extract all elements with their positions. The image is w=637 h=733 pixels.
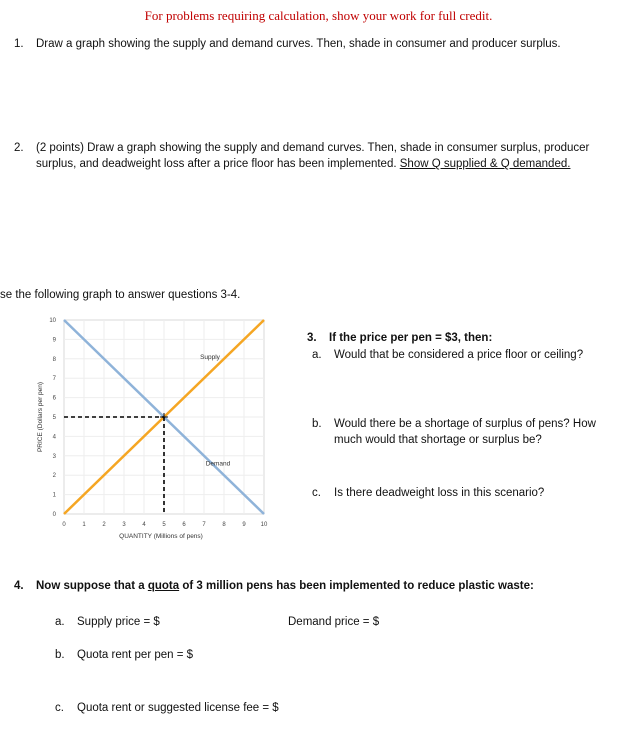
question-4b bbox=[55, 647, 193, 663]
question-3c-letter: c. bbox=[312, 487, 321, 499]
supply-demand-chart bbox=[0, 312, 290, 552]
question-4-post: of 3 million pens has been implemented to reduce plastic waste: bbox=[179, 580, 534, 592]
x-tick-label: 4 bbox=[142, 522, 146, 528]
question-2-underlined: Show Q supplied & Q demanded. bbox=[399, 158, 571, 170]
y-tick-label: 3 bbox=[52, 453, 56, 460]
x-tick-label: 3 bbox=[122, 522, 126, 528]
question-1-text: Draw a graph showing the supply and demand curves. Then, shade in consumer and producer surplus. bbox=[36, 38, 561, 50]
question-4-number: 4. bbox=[14, 580, 24, 592]
x-tick-label: 10 bbox=[260, 522, 268, 528]
question-4a-text: Supply price = $ bbox=[77, 616, 160, 628]
question-1 bbox=[14, 36, 561, 52]
question-2-number: 2. bbox=[14, 142, 24, 154]
question-4a-letter: a. bbox=[55, 616, 65, 628]
demand-label: Demand bbox=[205, 460, 231, 468]
y-tick-label: 1 bbox=[52, 492, 56, 499]
question-3-number: 3. bbox=[307, 332, 317, 344]
question-3b-letter: b. bbox=[312, 418, 322, 430]
question-4 bbox=[14, 578, 534, 594]
x-axis-label: QUANTITY (Millions of pens) bbox=[119, 533, 203, 540]
question-3b-line1: Would there be a shortage of surplus of pens? How bbox=[334, 418, 596, 430]
y-tick-label: 2 bbox=[52, 473, 56, 480]
graph-intro: se the following graph to answer questions 3-4. bbox=[0, 289, 241, 301]
y-tick-label: 5 bbox=[52, 415, 56, 421]
question-4-pre: Now suppose that a bbox=[36, 580, 148, 592]
question-4b-text: Quota rent per pen = $ bbox=[77, 649, 194, 661]
x-tick-label: 9 bbox=[242, 522, 246, 528]
x-tick-label: 5 bbox=[162, 522, 166, 528]
x-tick-label: 8 bbox=[222, 522, 226, 528]
question-3b-cont: much would that shortage or surplus be? bbox=[334, 434, 542, 446]
question-2-line1: (2 points) Draw a graph showing the supply and demand curves. Then, shade in consumer surplus, producer bbox=[36, 142, 590, 154]
question-2-cont bbox=[36, 156, 570, 172]
page-header: For problems requiring calculation, show your work for full credit. bbox=[144, 8, 493, 23]
question-3a bbox=[312, 347, 583, 363]
y-tick-label: 9 bbox=[52, 337, 56, 344]
y-axis-label: PRICE (Dollars per pen) bbox=[37, 381, 44, 453]
question-4a bbox=[55, 614, 160, 630]
x-tick-label: 6 bbox=[182, 522, 186, 528]
x-tick-label: 7 bbox=[202, 522, 206, 528]
y-tick-label: 7 bbox=[52, 376, 56, 383]
x-tick-label: 1 bbox=[82, 522, 86, 528]
question-3c-text: Is there deadweight loss in this scenario? bbox=[334, 487, 545, 499]
question-4a-demand: Demand price = $ bbox=[288, 616, 380, 628]
question-4c-letter: c. bbox=[55, 702, 64, 714]
question-3-title-text: If the price per pen = $3, then: bbox=[329, 332, 493, 344]
question-2-line2: surplus, and deadweight loss after a price floor has been implemented. bbox=[36, 158, 400, 170]
y-tick-label: 8 bbox=[52, 356, 56, 363]
question-3a-text: Would that be considered a price floor or ceiling? bbox=[334, 349, 584, 361]
question-4b-letter: b. bbox=[55, 649, 65, 661]
question-4c bbox=[55, 700, 279, 716]
question-4-underlined: quota bbox=[147, 580, 180, 592]
question-3c bbox=[312, 485, 544, 501]
question-4c-text: Quota rent or suggested license fee = $ bbox=[77, 702, 279, 714]
question-1-number: 1. bbox=[14, 38, 24, 50]
x-tick-label: 0 bbox=[62, 522, 66, 528]
y-tick-label: 4 bbox=[52, 434, 56, 441]
y-tick-label: 6 bbox=[52, 395, 56, 402]
question-2 bbox=[14, 140, 589, 156]
x-tick-label: 2 bbox=[102, 522, 106, 528]
question-3b bbox=[312, 416, 596, 432]
y-tick-label: 0 bbox=[52, 512, 56, 518]
supply-label: Supply bbox=[200, 353, 220, 361]
question-3-title bbox=[307, 330, 492, 346]
question-3a-letter: a. bbox=[312, 349, 322, 361]
y-tick-label: 10 bbox=[49, 318, 56, 324]
